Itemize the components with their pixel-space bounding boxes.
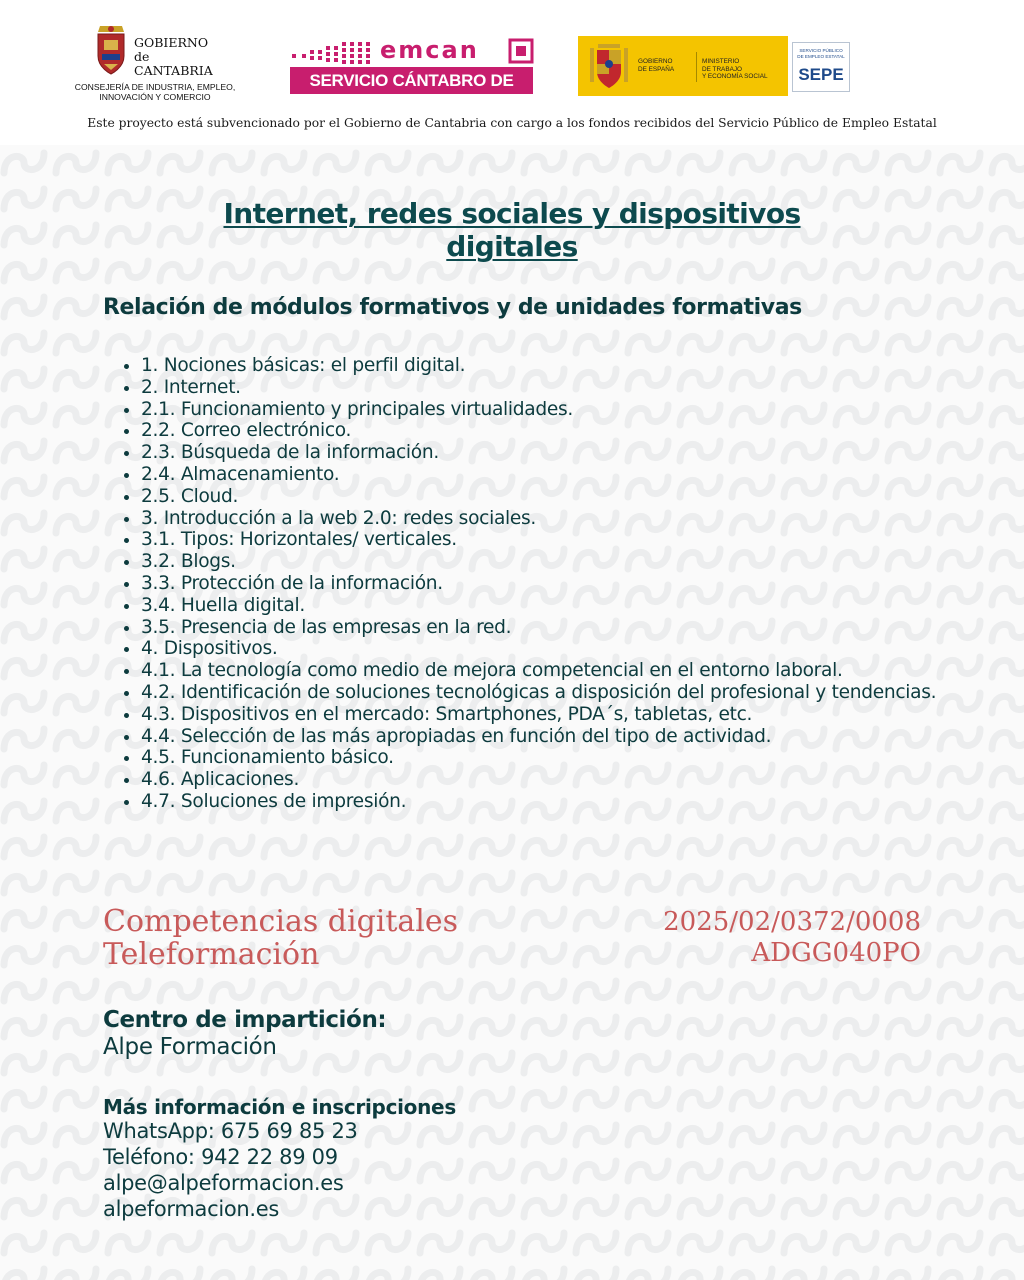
list-item: • 2.4. Almacenamiento. bbox=[141, 464, 961, 486]
course-codes bbox=[560, 907, 921, 969]
consejeria-name: CONSEJERÍA DE INDUSTRIA, EMPLEO, INNOVACIÓN Y COMERCIO bbox=[74, 82, 236, 102]
section-heading: Relación de módulos formativos y de unidades formativas bbox=[103, 295, 802, 320]
list-item: • 4.3. Dispositivos en el mercado: Smartphones, PDA´s, tabletas, etc. bbox=[141, 704, 961, 726]
course-category bbox=[103, 905, 553, 971]
contact-heading: Más información e inscripciones bbox=[103, 1095, 456, 1119]
specialty-code: ADGG040PO bbox=[751, 938, 921, 968]
servicio-cantabro-label: SERVICIO CÁNTABRO DE EMPLEO bbox=[290, 67, 533, 94]
list-item: • 4.7. Soluciones de impresión. bbox=[141, 791, 961, 813]
list-item: • 4.4. Selección de las más apropiadas en función del tipo de actividad. bbox=[141, 726, 961, 748]
list-item: • 3.5. Presencia de las empresas en la red. bbox=[141, 617, 961, 639]
list-item: • 4. Dispositivos. bbox=[141, 638, 961, 660]
list-item: • 3.1. Tipos: Horizontales/ verticales. bbox=[141, 529, 961, 551]
gobierno-cantabria-name: GOBIERNO de CANTABRIA bbox=[134, 35, 213, 78]
list-item: • 4.2. Identificación de soluciones tecnológicas a disposición del profesional y tendencias. bbox=[141, 682, 961, 704]
list-item: • 3. Introducción a la web 2.0: redes sociales. bbox=[141, 508, 961, 530]
list-item: • 2.3. Búsqueda de la información. bbox=[141, 442, 961, 464]
page-title: Internet, redes sociales y dispositivos digitales bbox=[223, 197, 801, 263]
email-link[interactable]: alpe@alpeformacion.es bbox=[103, 1171, 344, 1195]
list-item: • 2. Internet. bbox=[141, 377, 961, 399]
emcan-wordmark: emcan bbox=[380, 36, 479, 64]
center-name: Alpe Formación bbox=[103, 1034, 277, 1060]
list-item: • 3.4. Huella digital. bbox=[141, 595, 961, 617]
center-label: Centro de impartición: bbox=[103, 1007, 387, 1033]
list-item: • 3.2. Blogs. bbox=[141, 551, 961, 573]
course-category-line: Competencias digitales bbox=[103, 904, 459, 939]
ministerio-label: MINISTERIO DE TRABAJO Y ECONOMÍA SOCIAL bbox=[702, 58, 768, 80]
list-item: • 2.2. Correo electrónico. bbox=[141, 420, 961, 442]
course-modality: Teleformación bbox=[103, 937, 320, 972]
expedient-code: 2025/02/0372/0008 bbox=[663, 907, 921, 937]
list-item: • 2.5. Cloud. bbox=[141, 486, 961, 508]
list-item: • 1. Nociones básicas: el perfil digital. bbox=[141, 355, 961, 377]
modules-list bbox=[115, 355, 961, 813]
gobierno-espana-label: GOBIERNO DE ESPAÑA bbox=[638, 58, 675, 73]
website-link[interactable]: alpeformacion.es bbox=[103, 1197, 280, 1221]
subsidy-note: Este proyecto está subvencionado por el Gobierno de Cantabria con cargo a los fondos recibidos del Servicio Público de Empleo Estatal bbox=[87, 116, 937, 130]
list-item: • 2.1. Funcionamiento y principales virtualidades. bbox=[141, 399, 961, 421]
list-item: • 4.6. Aplicaciones. bbox=[141, 769, 961, 791]
whatsapp-contact[interactable]: WhatsApp: 675 69 85 23 bbox=[103, 1119, 358, 1143]
sepe-wordmark: SEPE bbox=[798, 65, 844, 84]
sepe-small-label: SERVICIO PÚBLICO DE EMPLEO ESTATAL bbox=[797, 48, 845, 59]
phone-contact[interactable]: Teléfono: 942 22 89 09 bbox=[103, 1145, 338, 1169]
list-item: • 4.5. Funcionamiento básico. bbox=[141, 747, 961, 769]
list-item: • 4.1. La tecnología como medio de mejora competencial en el entorno laboral. bbox=[141, 660, 961, 682]
list-item: • 3.3. Protección de la información. bbox=[141, 573, 961, 595]
